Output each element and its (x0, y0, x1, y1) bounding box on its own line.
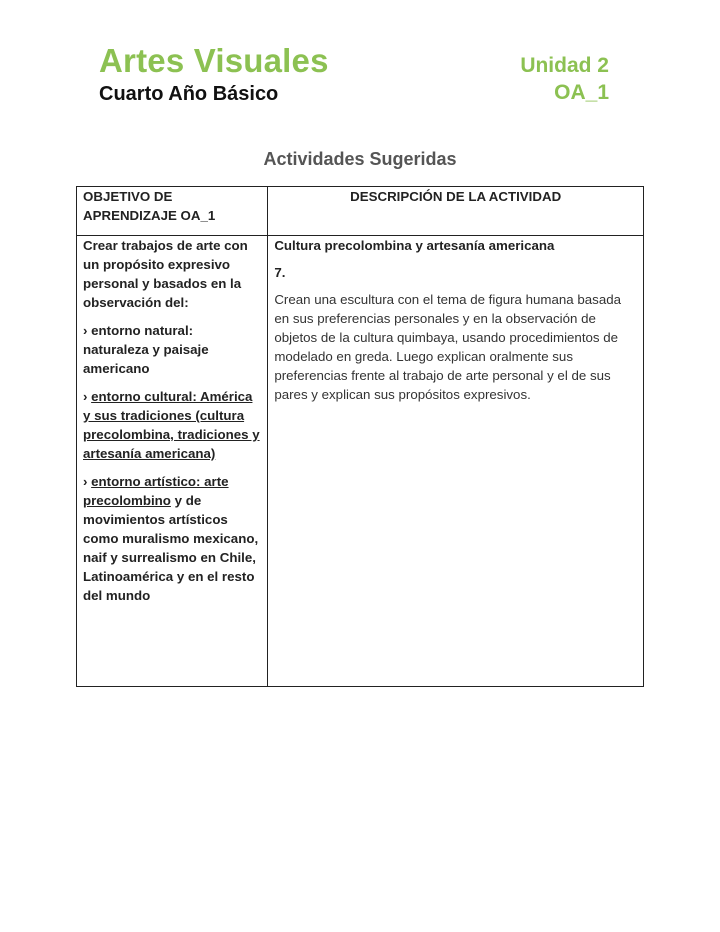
oa-label: OA_1 (554, 81, 609, 104)
activity-cell (268, 236, 644, 687)
unit-label: Unidad 2 (520, 54, 609, 77)
section-title: Actividades Sugeridas (263, 149, 457, 169)
table-row (77, 236, 644, 687)
objective-item-natural: › entorno natural: naturaleza y paisaje americano (83, 323, 209, 376)
objective-cell (77, 236, 268, 687)
objective-item-cultural-text: entorno cultural: América y sus tradiciones (cultura precolombina, tradiciones y artesanía americana) (83, 389, 260, 461)
objective-item-artistic-underlined: entorno artístico: arte precolombino (83, 474, 229, 508)
objective-item-artistic (83, 472, 261, 605)
activity-title: Cultura precolombina y artesanía americana (274, 238, 555, 253)
objective-intro: Crear trabajos de arte con un propósito expresivo personal y basados en la observación del: (83, 238, 248, 310)
header-right (520, 53, 609, 106)
table-header-row (77, 187, 644, 236)
activity-table (76, 186, 644, 687)
objective-column-header: OBJETIVO DE APRENDIZAJE OA_1 (77, 187, 268, 236)
grade-title: Cuarto Año Básico (99, 83, 279, 105)
subject-title: Artes Visuales (99, 42, 329, 79)
activity-column-header: DESCRIPCIÓN DE LA ACTIVIDAD (268, 187, 644, 236)
objective-item-cultural-bullet: › (83, 389, 92, 404)
activity-description: Crean una escultura con el tema de figura humana basada en sus preferencias personales y en la observación de objetos de la cultura quimbaya, usando procedimientos de modelado en greda. Luego explican oralmente sus preferencias frente al trabajo de arte personal y el de sus pares y explican sus propósitos expresivos. (274, 292, 622, 402)
objective-item-cultural (83, 387, 261, 463)
objective-item-artistic-bullet: › (83, 474, 92, 489)
objective-item-artistic-rest: y de movimientos artísticos como muralismo mexicano, naif y surrealismo en Chile, Latinoamérica y en el resto del mundo (83, 493, 259, 603)
header-left (99, 42, 329, 106)
activity-number: 7. (274, 265, 286, 280)
